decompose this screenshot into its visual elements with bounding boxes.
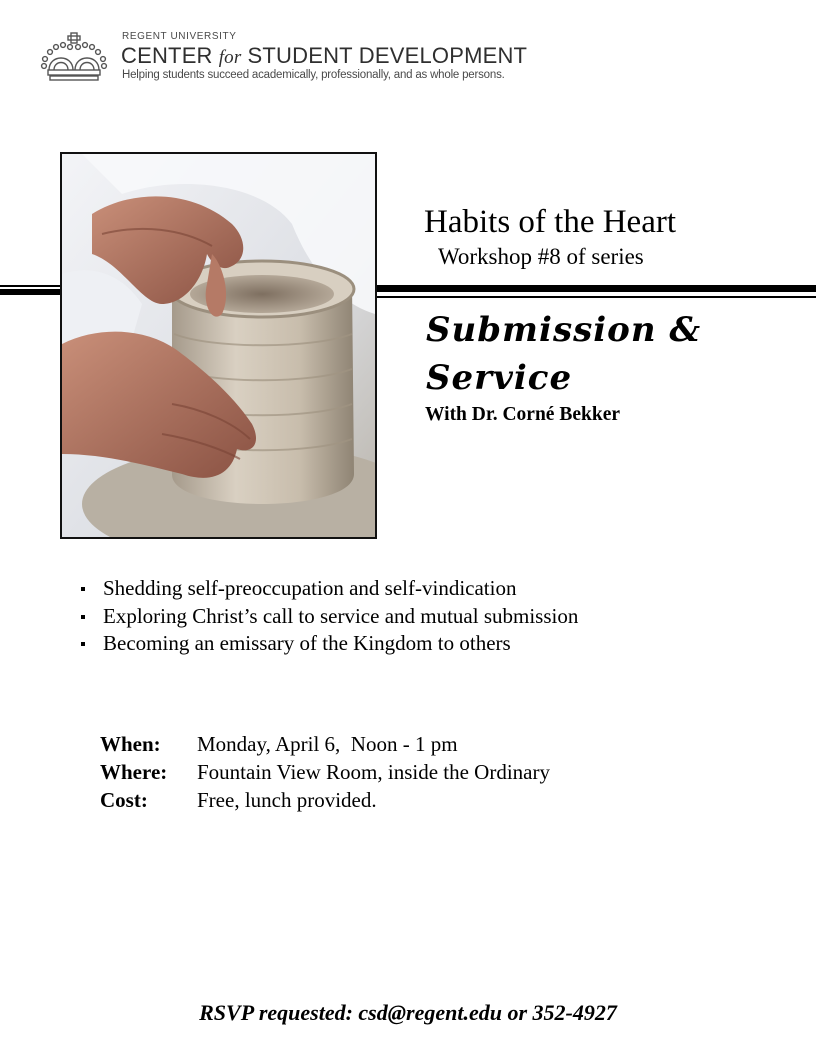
series-title: Habits of the Heart <box>424 204 676 240</box>
department-name: STUDENT DEVELOPMENT <box>247 43 528 68</box>
crown-logo-icon <box>40 32 108 82</box>
bullet-square-icon <box>81 642 85 646</box>
list-item: Exploring Christ’s call to service and mutual submission <box>76 603 578 631</box>
where-row <box>100 758 550 786</box>
topic-title <box>426 306 701 402</box>
bullet-square-icon <box>81 615 85 619</box>
divider-thin-left <box>0 285 62 287</box>
rsvp-line: RSVP requested: csd@regent.edu or 352-4927 <box>199 1000 617 1025</box>
topic-bullet-list <box>76 575 578 658</box>
list-item: Becoming an emissary of the Kingdom to others <box>76 630 578 658</box>
bullet-square-icon <box>81 587 85 591</box>
topic-line-1: Submission & <box>426 310 702 350</box>
where-value: Fountain View Room, inside the Ordinary <box>197 760 550 784</box>
center-word: CENTER <box>121 43 213 68</box>
topic-line-2: Service <box>426 358 573 398</box>
speaker-name: With Dr. Corné Bekker <box>425 404 620 425</box>
center-tagline: Helping students succeed academically, professionally, and as whole persons. <box>122 69 505 81</box>
university-name: REGENT UNIVERSITY <box>122 31 237 42</box>
when-row <box>100 730 550 758</box>
divider-thin-right <box>376 296 816 298</box>
pottery-hands-image <box>60 152 377 539</box>
divider-thick-right <box>376 285 816 292</box>
when-label: When: <box>100 732 161 756</box>
cost-label: Cost: <box>100 788 148 812</box>
when-value: Monday, April 6, Noon - 1 pm <box>197 732 458 756</box>
where-label: Where: <box>100 760 168 784</box>
divider-thick-left <box>0 289 62 295</box>
workshop-number: Workshop #8 of series <box>438 244 644 269</box>
list-item: Shedding self-preoccupation and self-vindication <box>76 575 578 603</box>
for-word: for <box>218 47 242 68</box>
event-details <box>100 730 550 814</box>
cost-value: Free, lunch provided. <box>197 788 377 812</box>
cost-row <box>100 786 550 814</box>
center-name <box>121 43 527 69</box>
